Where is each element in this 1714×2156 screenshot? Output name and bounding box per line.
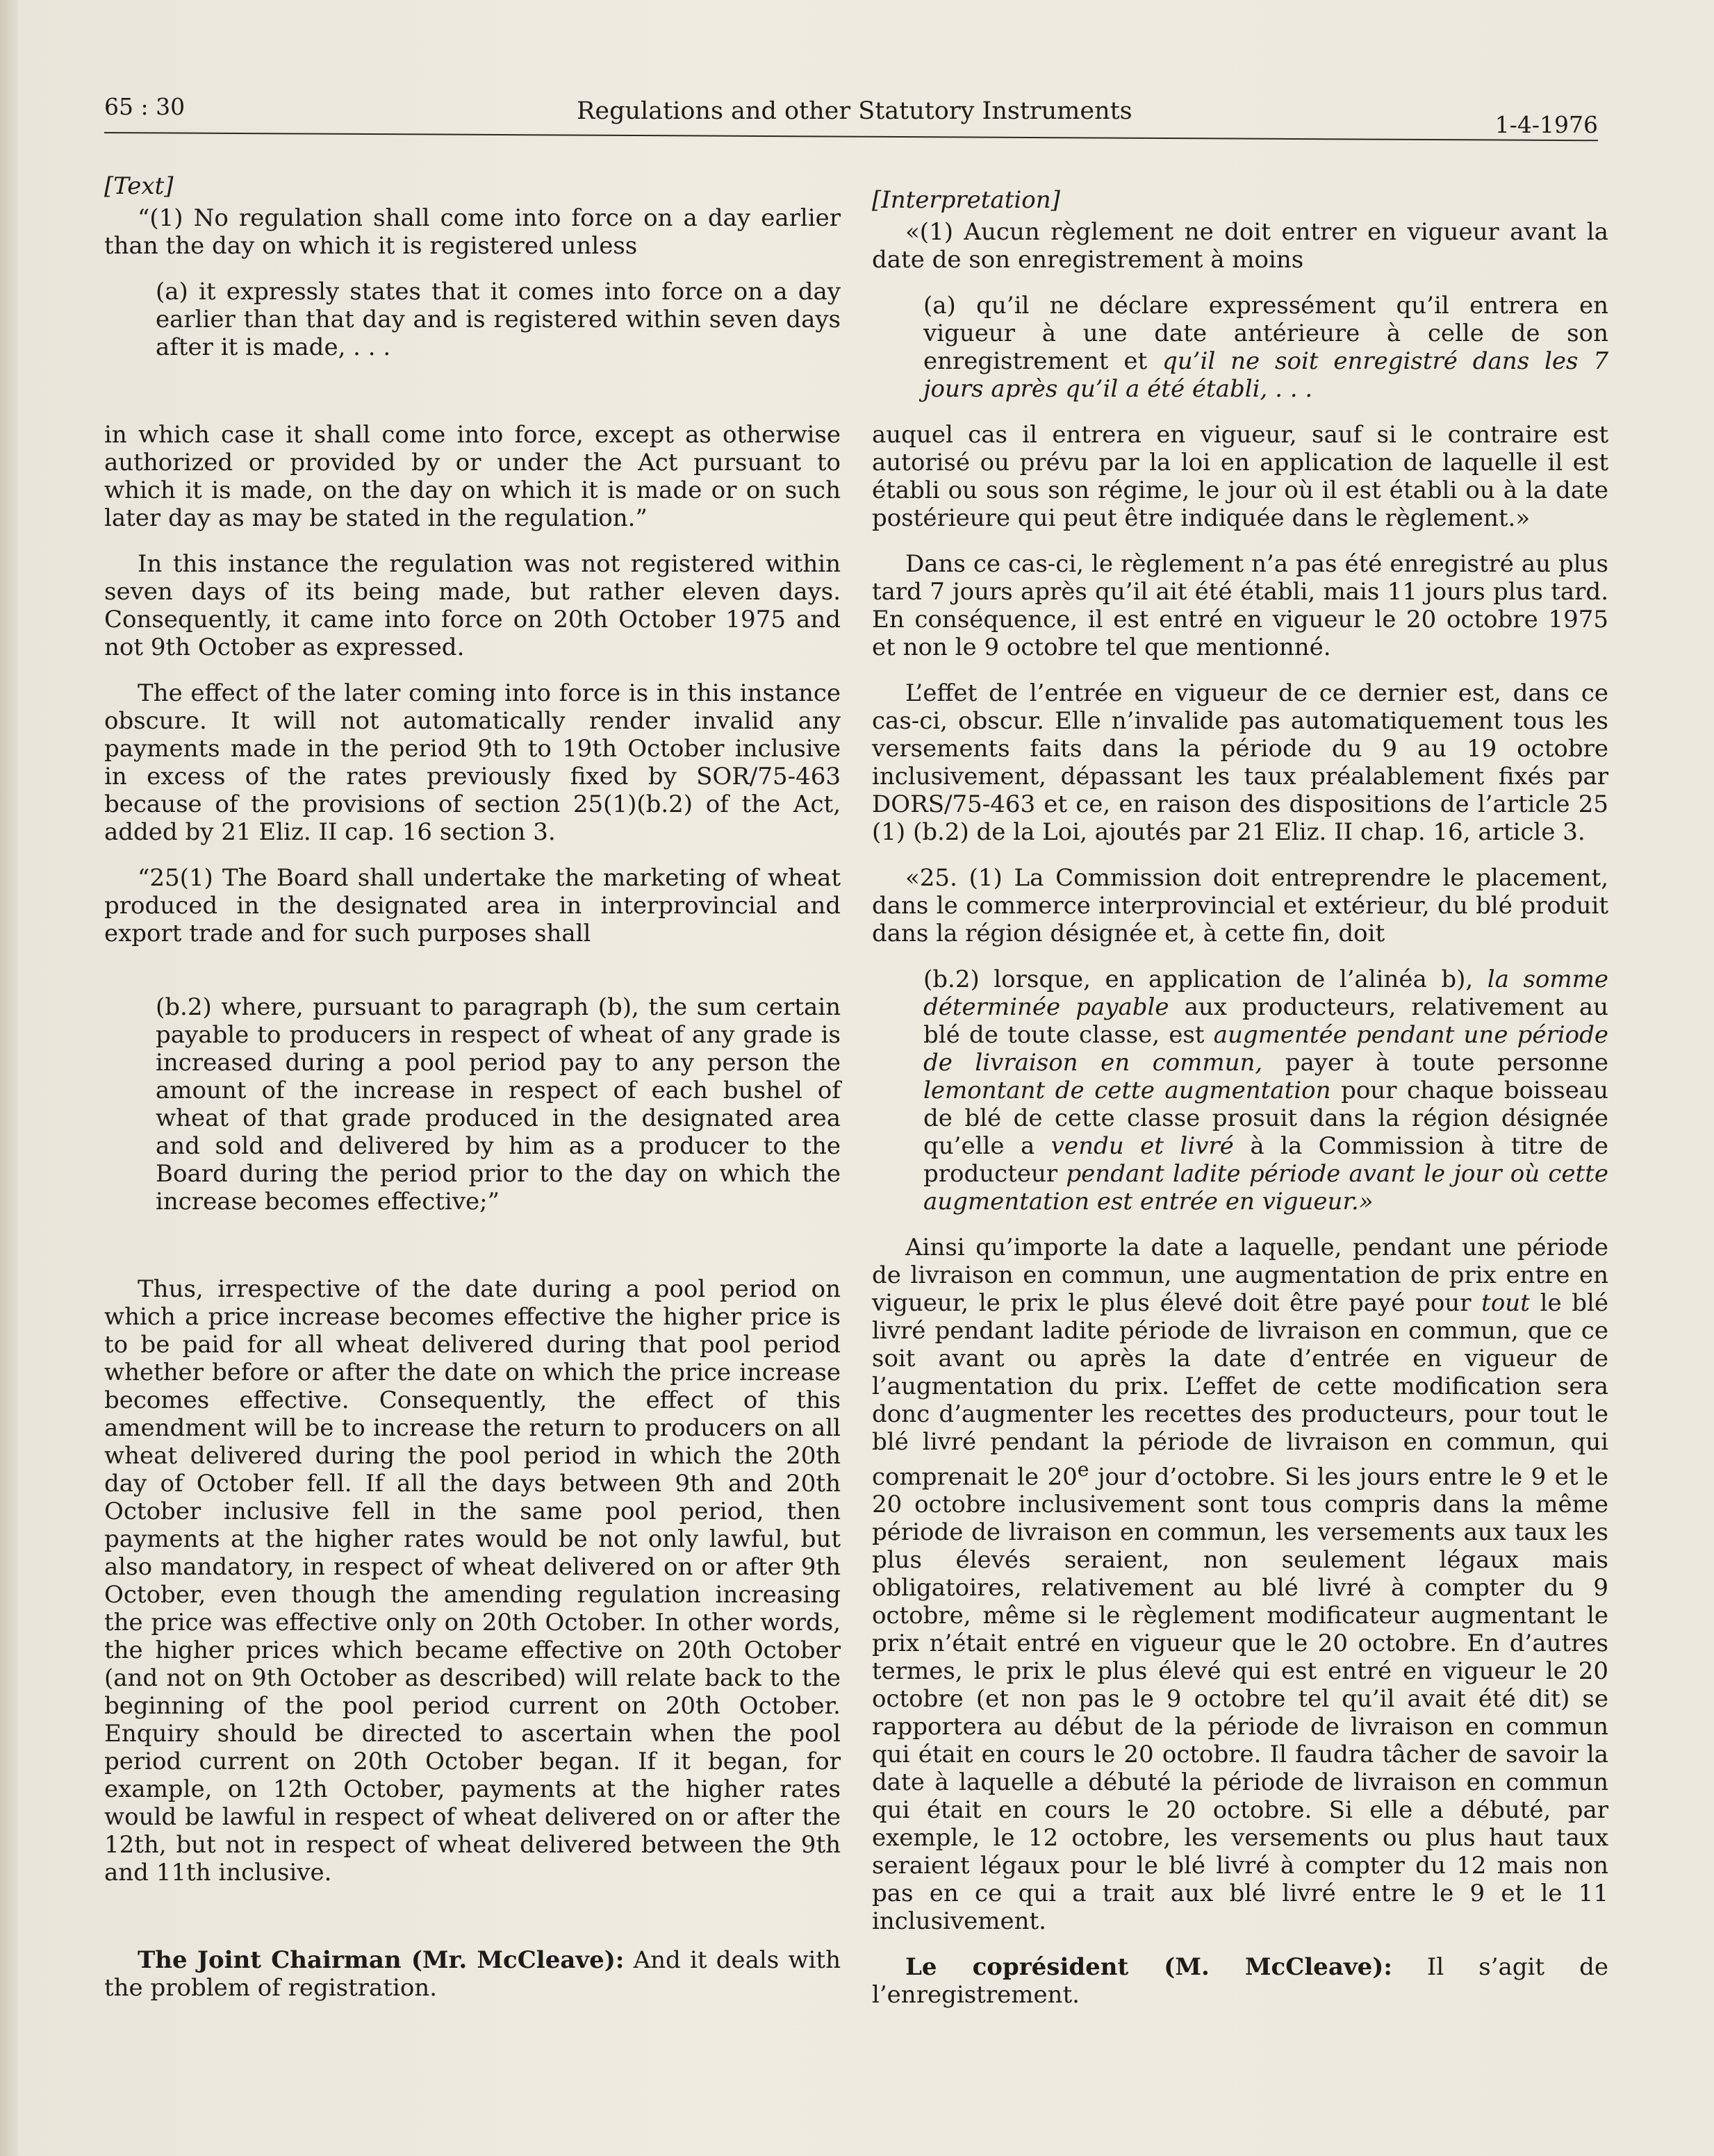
paragraph: Dans ce cas-ci, le règlement n’a pas été enregistré au plus tard 7 jours après qu’il ait été établi, mais 11 jours plus tard. En conséquence, il est entré en vigueur le 20 octobre 1975 et non le 9 octobre tel que mentionné. [872,550,1608,661]
speaker-paragraph [872,1953,1608,2009]
paragraph: L’effet de l’entrée en vigueur de ce dernier est, dans ce cas-ci, obscur. Elle n’invalide pas automatiquement tous les versements faits dans la période du 9 au 19 octobre inclusivement, dépassant les taux préalablement fixés par DORS/75-463 et ce, en raison des dispositions de l’article 25 (1) (b.2) de la Loi, ajoutés par 21 Eliz. II chap. 16, article 3. [872,679,1608,846]
english-column [104,172,841,2020]
speaker-name: The Joint Chairman (Mr. McCleave): [138,1946,625,1974]
speech-text: And it deals with the problem of registration. [104,1946,841,2002]
paragraph: “(1) No regulation shall come into force on a day earlier than the day on which it is registered unless [104,204,841,260]
section-heading: [Text] [104,172,174,200]
section-heading: [Interpretation] [872,186,1060,214]
quoted-clause: (b.2) lorsque, en application de l’alinéa b), la somme déterminée payable aux producteurs, relativement au blé de toute classe, est augmentée pendant une période de livraison en commun, payer à toute personne lemontant de cette augmentation pour chaque boisseau de blé de cette classe prosuit dans la région désignée qu’elle a vendu et livré à la Commission à titre de producteur pendant ladite période avant le jour où cette augmentation est entrée en vigueur.» [923,965,1609,1216]
paragraph: Thus, irrespective of the date during a pool period on which a price increase becomes effective the higher price is to be paid for all wheat delivered during that pool period whether before or after the date on which the price increase becomes effective. Consequently, the effect of this amendment will be to increase the return to producers on all wheat delivered during the pool period in which the 20th day of October fell. If all the days between 9th and 20th October inclusive fell in the same pool period, then payments at the higher rates would be not only lawful, but also mandatory, in respect of wheat delivered on or after 9th October, even though the amending regulation increasing the price was effective only on 20th October. In other words, the higher prices which became effective on 20th October (and not on 9th October as described) will relate back to the beginning of the pool period current on 20th October. Enquiry should be directed to ascertain when the pool period current on 20th October began. If it began, for example, on 12th October, payments at the higher rates would be lawful in respect of wheat delivered on or after the 12th, but not in respect of wheat delivered between the 9th and 11th inclusive. [104,1275,841,1886]
header-date: 1-4-1976 [1494,111,1598,138]
speaker-name: Le coprésident (M. McCleave): [905,1953,1392,1982]
quoted-section: “25(1) The Board shall undertake the marketing of wheat produced in the designated area in interprovincial and export trade and for such purposes shall [104,864,841,947]
speaker-paragraph [104,1946,841,2002]
paragraph: in which case it shall come into force, except as otherwise authorized or provided by or under the Act pursuant to which it is made, on the day on which it is made or on such later day as may be stated in the regulation.” [104,421,841,532]
paragraph: auquel cas il entrera en vigueur, sauf si le contraire est autorisé ou prévu par la loi en application de laquelle il est établi ou sous son régime, le jour où il est établi ou à la date postérieure qui peut être indiquée dans le règlement.» [872,421,1608,532]
french-column [872,186,1608,2027]
speech-text: Il s’agit de l’enregistrement. [872,1953,1609,2009]
running-title: Regulations and other Statutory Instruments [577,97,1132,125]
paragraph: The effect of the later coming into force is in this instance obscure. It will not automatically render invalid any payments made in the period 9th to 19th October inclusive in excess of the rates previously fixed by SOR/75-463 because of the provisions of section 25(1)(b.2) of the Act, added by 21 Eliz. II cap. 16 section 3. [104,679,841,846]
quoted-clause: (a) qu’il ne déclare expressément qu’il entrera en vigueur à une date antérieure à celle de son enregistrement et qu’il ne soit enregistré dans les 7 jours après qu’il a été établi, . . . [923,292,1609,403]
paragraph: In this instance the regulation was not registered within seven days of its being made, but rather eleven days. Consequently, it came into force on 20th October 1975 and not 9th October as expressed. [104,550,841,661]
page-header [104,90,1598,146]
page-number: 65 : 30 [104,93,186,120]
quoted-clause: (a) it expressly states that it comes into force on a day earlier than that day and is registered within seven days after it is made, . . . [156,278,841,361]
quoted-clause: (b.2) where, pursuant to paragraph (b), the sum certain payable to producers in respect of wheat of any grade is increased during a pool period pay to any person the amount of the increase in respect of each bushel of wheat of that grade produced in the designated area and sold and delivered by him as a producer to the Board during the period prior to the day on which the increase becomes effective;” [156,993,841,1216]
binding-edge [0,0,18,2156]
quoted-section: «25. (1) La Commission doit entreprendre le placement, dans le commerce interprovincial et extérieur, du blé produit dans la région désignée et, à cette fin, doit [872,864,1608,947]
paragraph: Ainsi qu’importe la date a laquelle, pendant une période de livraison en commun, une augmentation de prix entre en vigueur, le prix le plus élevé doit être payé pour tout le blé livré pendant ladite période de livraison en commun, que ce soit avant ou après la date d’entrée en vigueur de l’augmentation du prix. L’effet de cette modification sera donc d’augmenter les recettes des producteurs, pour tout le blé livré pendant la période de livraison en commun, qui comprenait le 20e jour d’octobre. Si les jours entre le 9 et le 20 octobre inclusivement sont tous compris dans la même période de livraison en commun, les versements aux taux les plus élevés seraient, non seulement légaux mais obligatoires, relativement au blé livré à compter du 9 octobre, même si le règlement modificateur augmentant le prix n’était entré en vigueur que le 20 octobre. En d’autres termes, le prix le plus élevé qui est entré en vigueur le 20 octobre (et non pas le 9 octobre tel qu’il avait été dit) se rapportera au début de la période de livraison en commun qui était en cours le 20 octobre. Il faudra tâcher de savoir la date à laquelle a débuté la période de livraison en commun qui était en cours le 20 octobre. Si elle a débuté, par exemple, le 12 octobre, les versements ou plus haut taux seraient légaux pour le blé livré à compter du 12 mais non pas en ce qui a trait aux blé livré entre le 9 et le 11 inclusivement. [872,1234,1609,1936]
paragraph: «(1) Aucun règlement ne doit entrer en vigueur avant la date de son enregistrement à moins [872,218,1608,274]
